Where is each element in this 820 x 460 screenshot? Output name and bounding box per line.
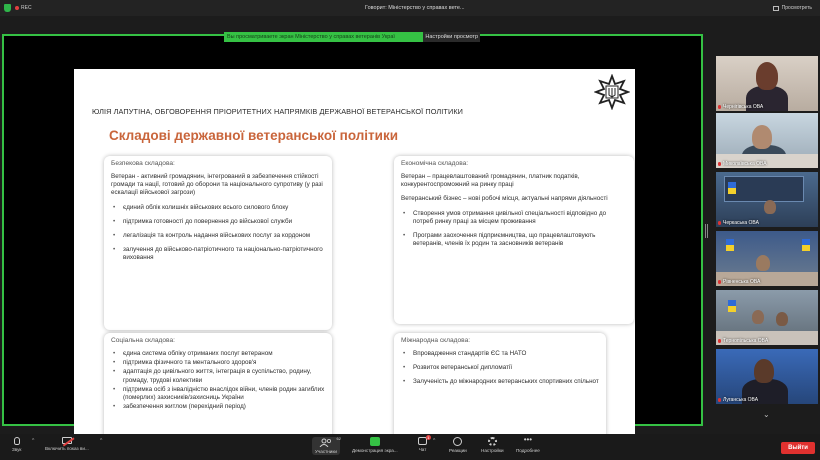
list-item: • Впровадження стандартів ЄС та НАТО bbox=[401, 350, 599, 358]
participants-icon bbox=[319, 436, 341, 447]
card-paragraph: Ветеран – працевлаштований громадянин, платник податків, конкурентоспроможний на ринку праці bbox=[401, 173, 580, 189]
chat-options-caret-icon[interactable]: ^ bbox=[433, 438, 436, 444]
participants-label: Участники bbox=[315, 449, 337, 454]
shared-screen bbox=[2, 34, 703, 426]
top-bar bbox=[0, 0, 820, 16]
participant-name: Чернігівська ОВА bbox=[718, 104, 763, 110]
card-title: Міжнародна складова: bbox=[401, 337, 471, 344]
camera-off-icon bbox=[62, 437, 72, 444]
security-component-card bbox=[104, 156, 332, 330]
chevron-down-icon[interactable]: ⌄ bbox=[763, 410, 770, 419]
muted-mic-icon bbox=[718, 280, 721, 284]
participant-tile[interactable] bbox=[716, 56, 818, 111]
presentation-slide bbox=[74, 69, 635, 459]
meeting-toolbar bbox=[0, 434, 820, 460]
list-item: • Розвиток ветеранської дипломатії bbox=[401, 364, 599, 372]
microphone-icon bbox=[14, 437, 20, 445]
share-screen-icon bbox=[370, 437, 380, 446]
audio-options-caret-icon[interactable]: ^ bbox=[32, 438, 35, 444]
participant-tile[interactable] bbox=[716, 113, 818, 168]
screen-share-notice-text: Вы просматриваете экран Міністерство у справах ветеранів Украї bbox=[227, 34, 395, 40]
view-settings-button[interactable]: Настройки просмотр bbox=[425, 34, 478, 40]
recording-indicator bbox=[15, 5, 32, 11]
leave-button[interactable]: Выйти bbox=[781, 442, 815, 454]
gear-icon bbox=[488, 437, 497, 446]
more-button[interactable] bbox=[516, 437, 540, 453]
participant-tile[interactable] bbox=[716, 231, 818, 286]
list-item: • підтримка фізичного та ментального здоров'я bbox=[111, 359, 325, 367]
share-screen-button[interactable] bbox=[352, 437, 398, 453]
top-bar-left bbox=[4, 4, 32, 12]
more-icon: ••• bbox=[523, 435, 533, 444]
card-title: Соціальна складова: bbox=[111, 337, 175, 344]
shield-icon[interactable] bbox=[4, 4, 11, 12]
settings-button[interactable] bbox=[481, 437, 504, 453]
participant-tile[interactable] bbox=[716, 172, 818, 227]
card-title: Економічна складова: bbox=[401, 160, 469, 167]
reactions-icon bbox=[453, 437, 462, 446]
view-label: Просмотреть bbox=[781, 5, 812, 11]
list-item: • підтримка готовності до повернення до військової служби bbox=[111, 218, 325, 226]
list-item: • єдина система обліку отриманих послуг ветераном bbox=[111, 350, 325, 358]
list-item: • Програми заохочення підприємництва, що працевлаштовують ветеранів, членів їх родин та засновників ветеранів bbox=[401, 232, 627, 248]
muted-mic-icon bbox=[718, 221, 721, 225]
recording-label: REC bbox=[21, 5, 32, 11]
list-item: • Залученість до міжнародних ветеранських спортивних спільнот bbox=[401, 378, 599, 386]
card-paragraph: Ветеранський бізнес – нові робочі місця, актуальні напрями діяльності bbox=[401, 195, 608, 203]
card-intro: Ветеран - активний громадянин, інтегрований в забезпечення стійкості громади та нації, готовий до оборони та національного супротиву (у разі ескалації військової загрози) bbox=[111, 173, 323, 197]
chat-icon bbox=[418, 435, 430, 445]
chat-badge: 1 bbox=[427, 435, 430, 440]
view-button[interactable] bbox=[773, 5, 812, 11]
international-component-card bbox=[394, 333, 606, 447]
bullet-list bbox=[401, 350, 599, 387]
economic-component-card bbox=[394, 156, 634, 324]
audio-button[interactable] bbox=[12, 437, 21, 452]
muted-mic-icon bbox=[718, 339, 721, 343]
participant-name: Рівненська ОВА bbox=[718, 279, 760, 285]
bullet-list bbox=[111, 204, 325, 263]
list-item: • легалізація та контроль надання військових послуг за кордоном bbox=[111, 232, 325, 240]
list-item: • Створення умов отримання цивільної спеціальності відповідно до потреб ринку праці за місцем проживання bbox=[401, 210, 627, 226]
slide-header: ЮЛІЯ ЛАПУТІНА, ОБГОВОРЕННЯ ПРІОРИТЕТНИХ НАПРЯМКІВ ДЕРЖАВНОЇ ВЕТЕРАНСЬКОЇ ПОЛІТИКИ bbox=[92, 107, 464, 116]
list-item: • адаптація до цивільного життя, інтеграція в суспільство, родину, громаду, трудові колективи bbox=[111, 368, 325, 384]
screen-share-notice bbox=[224, 32, 480, 42]
participant-tile[interactable] bbox=[716, 290, 818, 345]
reactions-label: Реакции bbox=[449, 448, 467, 453]
reactions-button[interactable] bbox=[449, 437, 467, 453]
participant-name: Миколаївська ОВА bbox=[718, 161, 767, 167]
more-label: Подробнее bbox=[516, 448, 540, 453]
video-label: Включить показ ви... bbox=[45, 446, 89, 451]
participant-name: Тернопільська ОВА bbox=[718, 338, 768, 344]
muted-mic-icon bbox=[718, 162, 721, 166]
grid-view-icon bbox=[773, 6, 779, 11]
panel-resize-handle[interactable] bbox=[705, 224, 708, 238]
list-item: • забезпечення житлом (перехідний період) bbox=[111, 403, 325, 411]
video-button[interactable] bbox=[45, 437, 89, 451]
participants-button[interactable] bbox=[312, 437, 340, 455]
share-screen-label: Демонстрация экра... bbox=[352, 448, 398, 453]
chat-button[interactable] bbox=[418, 435, 430, 452]
bullet-list bbox=[111, 350, 325, 411]
participants-count: 62 bbox=[336, 436, 341, 441]
slide-title: Складові державної ветеранської політики bbox=[109, 128, 399, 143]
record-dot-icon bbox=[15, 6, 19, 10]
muted-mic-icon bbox=[718, 398, 721, 402]
audio-label: Звук bbox=[12, 447, 22, 452]
settings-label: Настройки bbox=[481, 448, 504, 453]
active-speaker-title: Говорит: Міністерство у справах вете... bbox=[365, 5, 465, 11]
video-options-caret-icon[interactable]: ^ bbox=[100, 438, 103, 444]
card-title: Безпекова складова: bbox=[111, 160, 175, 167]
list-item: • залучення до військово-патріотичного та національно-патріотичного виховання bbox=[111, 246, 325, 262]
participant-name: Луганська ОВА bbox=[718, 397, 758, 403]
participant-tile[interactable] bbox=[716, 349, 818, 404]
list-item: • підтримка осіб з інвалідністю внаслідок війни, членів родин загиблих (померлих) захисників/захисниць України bbox=[111, 386, 325, 402]
emblem-icon bbox=[594, 74, 630, 110]
chat-label: Чат bbox=[418, 447, 427, 452]
social-component-card bbox=[104, 333, 332, 447]
muted-mic-icon bbox=[718, 105, 721, 109]
participant-name: Черкаська ОВА bbox=[718, 220, 759, 226]
bullet-list bbox=[401, 210, 627, 249]
list-item: • єдиний облік колишніх військових всього силового блоку bbox=[111, 204, 325, 212]
